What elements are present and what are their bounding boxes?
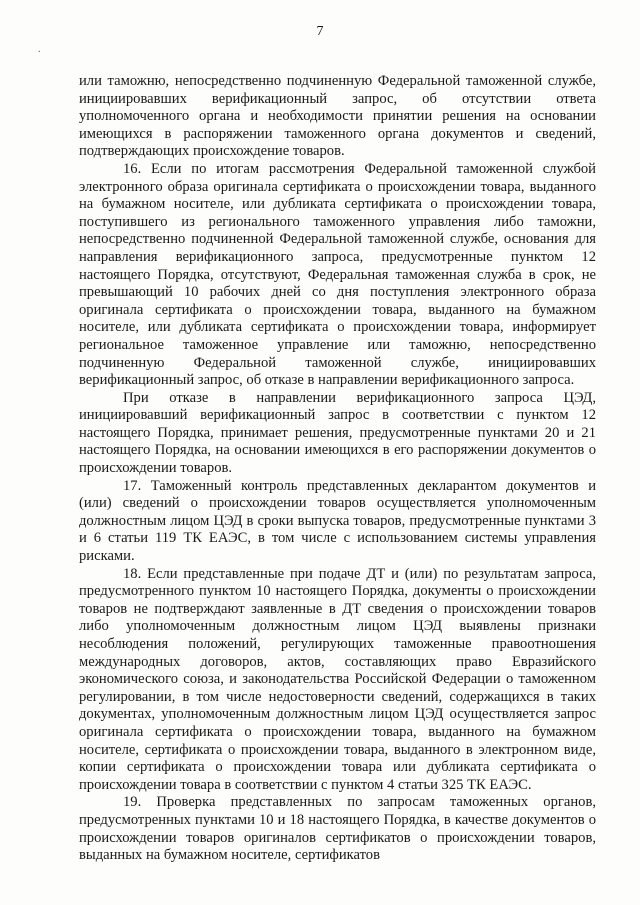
paragraph-18: 18. Если представленные при подаче ДТ и (или) по результатам запроса, предусмотренного пунктом 10 настоящего Порядка, документы о происхождении товаров не подтверждают заявленные в ДТ сведения о происхождении товаров либо уполномоченным должностным лицом ЦЭД выявлены признаки несоблюдения положений, регулирующих таможенные правоотношения международных договоров, актов, составляющих право Евразийского экономического союза, и законодательства Российской Федерации о таможенном регулировании, в том числе недостоверности сведений, содержащихся в таких документах, уполномоченным должностным лицом ЦЭД осуществляется запрос оригинала сертификата о происхождении товара, выданного на бумажном носителе, сертификата о происхождении товара, выданного в электронном виде, копии сертификата о происхождении товара или дубликата сертификата о происхождении товара в соответствии с пунктом 4 статьи 325 ТК ЕАЭС. xyxy=(79,565,596,793)
paragraph-16: 16. Если по итогам рассмотрения Федеральной таможенной службой электронного образа оригинала сертификата о происхождении товара, выданного на бумажном носителе, или дубликата сертификата о происхождении товара, поступившего из регионального таможенного управления либо таможни, непосредственно подчиненной Федеральной таможенной службе, основания для направления верификационного запроса, предусмотренные пунктом 12 настоящего Порядка, отсутствуют, Федеральная таможенная служба в срок, не превышающий 10 рабочих дней со дня поступления электронного образа оригинала сертификата о происхождении товара, выданного на бумажном носителе, или дубликата сертификата о происхождении товара, информирует региональное таможенное управление или таможню, непосредственно подчиненную Федеральной таможенной службе, инициировавших верификационный запрос, об отказе в направлении верификационного запроса. xyxy=(79,160,596,389)
document-body xyxy=(79,73,596,865)
paragraph-continuation: или таможню, непосредственно подчиненную Федеральной таможенной службе, инициировавших верификационный запрос, об отсутствии ответа уполномоченного органа и необходимости принятии решения на основании имеющихся в распоряжении таможенного органа документов и сведений, подтверждающих происхождение товаров. xyxy=(79,73,596,160)
paragraph-16-refusal: При отказе в направлении верификационного запроса ЦЭД, инициировавший верификационный запрос в соответствии с пунктом 12 настоящего Порядка, принимает решения, предусмотренные пунктами 20 и 21 настоящего Порядка, на основании имеющихся в его распоряжении документов о происхождении товаров. xyxy=(79,389,596,477)
scan-mark: . xyxy=(38,44,41,55)
page-number: 7 xyxy=(316,24,324,39)
paragraph-17: 17. Таможенный контроль представленных декларантом документов и (или) сведений о происхождении товаров осуществляется уполномоченным должностным лицом ЦЭД в сроки выпуска товаров, предусмотренные пунктами 3 и 6 статьи 119 ТК ЕАЭС, в том числе с использованием системы управления рисками. xyxy=(79,477,596,565)
paragraph-19: 19. Проверка представленных по запросам таможенных органов, предусмотренных пунктами 10 и 18 настоящего Порядка, в качестве документов о происхождении товаров оригиналов сертификатов о происхождении товаров, выданных на бумажном носителе, сертификатов xyxy=(79,794,596,864)
